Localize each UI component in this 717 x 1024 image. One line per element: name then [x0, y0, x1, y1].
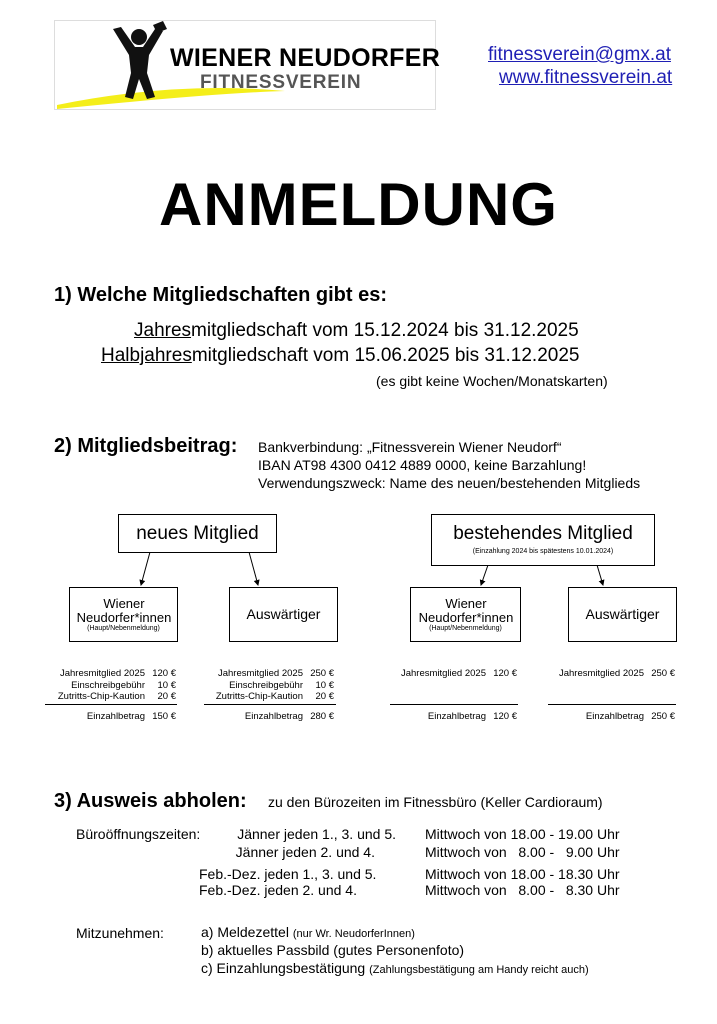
existing-local-label: Wiener Neudorfer*innen: [418, 596, 514, 625]
existing-external-box: [568, 587, 677, 642]
bring-item-note: (nur Wr. NeudorferInnen): [292, 928, 415, 940]
fee-name: Zutritts-Chip-Kaution: [215, 691, 303, 702]
membership-yearly: [134, 320, 579, 342]
total-amount: 120 €: [493, 711, 517, 722]
hours-when: Feb.-Dez. jeden 2. und 4.: [199, 882, 357, 898]
bank-reference: Verwendungszweck: Name des neuen/bestehenden Mitglieds: [258, 475, 641, 491]
fee-amount: 250 €: [651, 668, 675, 679]
fee-amount: 10 €: [157, 680, 176, 691]
membership-halfyear-prefix: Halbjahres: [101, 345, 192, 366]
total-amount: 280 €: [310, 711, 334, 722]
hours-time: Mittwoch von 8.00 - 8.30 Uhr: [425, 882, 620, 898]
divider: [548, 704, 676, 705]
membership-yearly-text: mitgliedschaft vom 15.12.2024 bis 31.12.2025: [191, 320, 579, 341]
total-label: Einzahlbetrag: [585, 711, 644, 722]
existing-local-box: [410, 587, 521, 642]
membership-halfyear: [101, 345, 579, 367]
total-label: Einzahlbetrag: [244, 711, 303, 722]
bring-item-text: c) Einzahlungsbestätigung: [201, 960, 366, 976]
fee-name: Einschreibgebühr: [71, 680, 145, 691]
existing-external-label: Auswärtiger: [585, 606, 660, 622]
divider: [45, 704, 177, 705]
logo-line-1: WIENER NEUDORFER: [170, 44, 441, 72]
membership-halfyear-text: mitgliedschaft vom 15.06.2025 bis 31.12.2025: [191, 345, 580, 366]
new-external-box: [229, 587, 338, 642]
hours-time: Mittwoch von 18.00 - 19.00 Uhr: [425, 826, 620, 842]
new-local-box: [69, 587, 178, 642]
bring-item-text: a) Meldezettel: [201, 924, 289, 940]
fee-amount: 120 €: [493, 668, 517, 679]
bring-item: [201, 924, 415, 940]
fee-name: Jahresmitglied 2025: [217, 668, 303, 679]
fee-amount: 10 €: [315, 680, 334, 691]
new-local-label: Wiener Neudorfer*innen: [76, 596, 172, 625]
total-label: Einzahlbetrag: [86, 711, 145, 722]
fee-name: Zutritts-Chip-Kaution: [57, 691, 145, 702]
existing-member-note: (Einzahlung 2024 bis spätestens 10.01.2024): [472, 548, 614, 555]
hours-when: Feb.-Dez. jeden 1., 3. und 5.: [199, 866, 377, 882]
hours-label: Büroöffnungszeiten:: [76, 826, 201, 842]
email-link[interactable]: fitnessverein@gmx.at: [488, 44, 671, 65]
fee-name: Jahresmitglied 2025: [558, 668, 644, 679]
total-amount: 150 €: [152, 711, 176, 722]
existing-member-box: [431, 514, 655, 566]
logo-line-2: FITNESSVEREIN: [200, 72, 362, 93]
total-label: Einzahlbetrag: [427, 711, 486, 722]
bring-label: Mitzunehmen:: [76, 925, 164, 941]
fee-amount: 20 €: [157, 691, 176, 702]
hours-when: Jänner jeden 1., 3. und 5.: [237, 826, 396, 842]
fee-amount: 250 €: [310, 668, 334, 679]
hours-time: Mittwoch von 18.00 - 18.30 Uhr: [425, 866, 620, 882]
membership-note: (es gibt keine Wochen/Monatskarten): [376, 373, 608, 389]
divider: [204, 704, 336, 705]
hours-time: Mittwoch von 8.00 - 9.00 Uhr: [425, 844, 620, 860]
divider: [390, 704, 518, 705]
section-1-heading: 1) Welche Mitgliedschaften gibt es:: [54, 284, 388, 306]
fee-name: Jahresmitglied 2025: [59, 668, 145, 679]
new-member-label: neues Mitglied: [136, 523, 259, 544]
fee-amount: 20 €: [315, 691, 334, 702]
fee-name: Einschreibgebühr: [229, 680, 303, 691]
new-external-label: Auswärtiger: [246, 606, 321, 622]
hours-when: Jänner jeden 2. und 4.: [235, 844, 375, 860]
bank-name: Bankverbindung: „Fitnessverein Wiener Neudorf“: [258, 439, 562, 455]
pickup-location: zu den Bürozeiten im Fitnessbüro (Keller Cardioraum): [268, 794, 603, 810]
existing-member-label: bestehendes Mitglied: [453, 523, 633, 544]
page-title: ANMELDUNG: [159, 171, 558, 238]
bank-iban: IBAN AT98 4300 0412 4889 0000, keine Barzahlung!: [258, 457, 587, 473]
membership-yearly-prefix: Jahres: [134, 320, 192, 341]
fee-amount: 120 €: [152, 668, 176, 679]
section-2-heading: 2) Mitgliedsbeitrag:: [54, 435, 238, 457]
new-local-sub: (Haupt/Nebenmeldung): [87, 625, 160, 632]
existing-local-sub: (Haupt/Nebenmeldung): [429, 625, 502, 632]
total-amount: 250 €: [651, 711, 675, 722]
bring-item-note: (Zahlungsbestätigung am Handy reicht auch): [369, 964, 589, 976]
bring-item: [201, 942, 464, 958]
bring-item-text: b) aktuelles Passbild (gutes Personenfoto): [201, 942, 465, 958]
section-3-heading: 3) Ausweis abholen:: [54, 790, 247, 812]
bring-item: [201, 960, 589, 976]
new-member-box: [118, 514, 277, 553]
fee-name: Jahresmitglied 2025: [400, 668, 486, 679]
website-link[interactable]: www.fitnessverein.at: [499, 67, 673, 88]
